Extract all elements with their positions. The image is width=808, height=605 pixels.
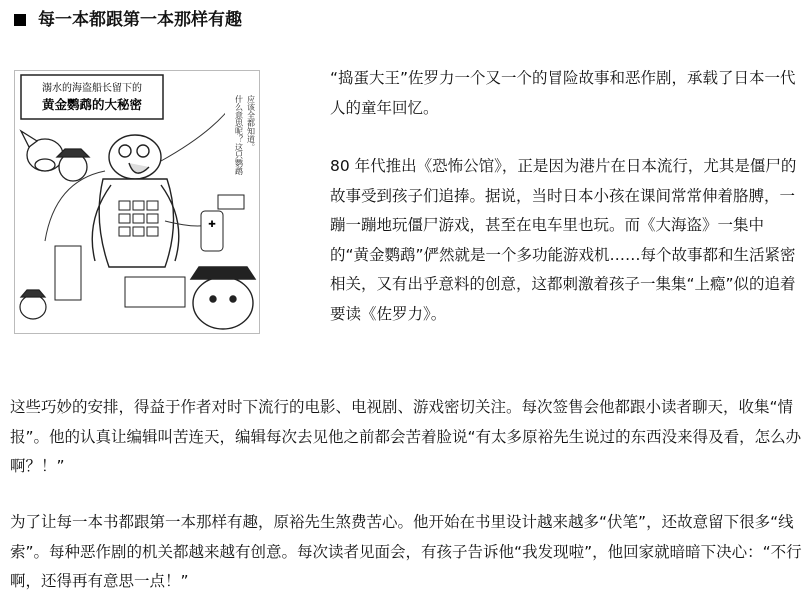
side-text-1: 什么意思呢？这只鹦鹉	[234, 95, 244, 175]
button-4	[119, 214, 130, 223]
wire-1	[161, 101, 235, 161]
comic-title-line2: 黄金鹦鹉的大秘密	[41, 97, 143, 112]
dog-character-left	[21, 131, 63, 171]
button-9	[147, 227, 158, 236]
pirate-character-bottom	[20, 290, 46, 319]
bubble-bottom	[125, 277, 185, 307]
button-2	[133, 201, 144, 210]
parrot-buttons	[119, 201, 158, 236]
bubble-right	[218, 195, 244, 209]
button-7	[119, 227, 130, 236]
zorori-character	[191, 267, 255, 329]
parrot-eye-left	[119, 145, 131, 157]
bubble-left	[55, 246, 81, 300]
comic-illustration	[14, 70, 260, 334]
controller-label: ✚	[208, 220, 216, 230]
comic-drawing	[15, 71, 259, 333]
button-8	[133, 227, 144, 236]
section-heading-text: 每一本都跟第一本那样有趣	[38, 10, 242, 30]
parrot-eye-right	[137, 145, 149, 157]
button-3	[147, 201, 158, 210]
button-6	[147, 214, 158, 223]
paragraph-research: 这些巧妙的安排，得益于作者对时下流行的电影、电视剧、游戏密切关注。每次签售会他都跟小读者聊天，收集“情报”。他的认真让编辑叫苦连天，编辑每次去见他之前都会苦着脸说“有太多原裕先生说过的东西没来得及看，怎么办啊？！”	[10, 398, 802, 475]
controller-device	[201, 211, 223, 251]
paragraph-effort: 为了让每一本书都跟第一本那样有趣，原裕先生煞费苦心。他开始在书里设计越来越多“伏笔”，还故意留下很多“线索”。每种恶作剧的机关都越来越有创意。每次读者见面会，有孩子告诉他“我发现啦”，他回家就暗暗下决心：“不行啊，还得再有意思一点！”	[10, 513, 802, 590]
comic-title-line1: 溺水的海盗船长留下的	[42, 83, 142, 94]
button-1	[119, 201, 130, 210]
paragraph-intro: “捣蛋大王”佐罗力一个又一个的冒险故事和恶作剧，承载了日本一代人的童年回忆。	[330, 69, 796, 117]
square-bullet-icon	[14, 14, 26, 26]
pirate-character-left	[57, 149, 89, 181]
section-heading	[14, 6, 242, 34]
button-5	[133, 214, 144, 223]
side-text-1b: 应该全都知道。	[246, 95, 256, 151]
paragraph-history: 80 年代推出《恐怖公馆》，正是因为港片在日本流行，尤其是僵尸的故事受到孩子们追捧。据说，当时日本小孩在课间常常伸着胳膊，一蹦一蹦地玩僵尸游戏，甚至在电车里也玩。而《大海盗》一集中的“黄金鹦鹉”俨然就是一个多功能游戏机……每个故事都和生活紧密相关，又有出乎意料的创意，这都刺激着孩子一集集“上瘾”似的追着要读《佐罗力》。	[330, 157, 797, 323]
